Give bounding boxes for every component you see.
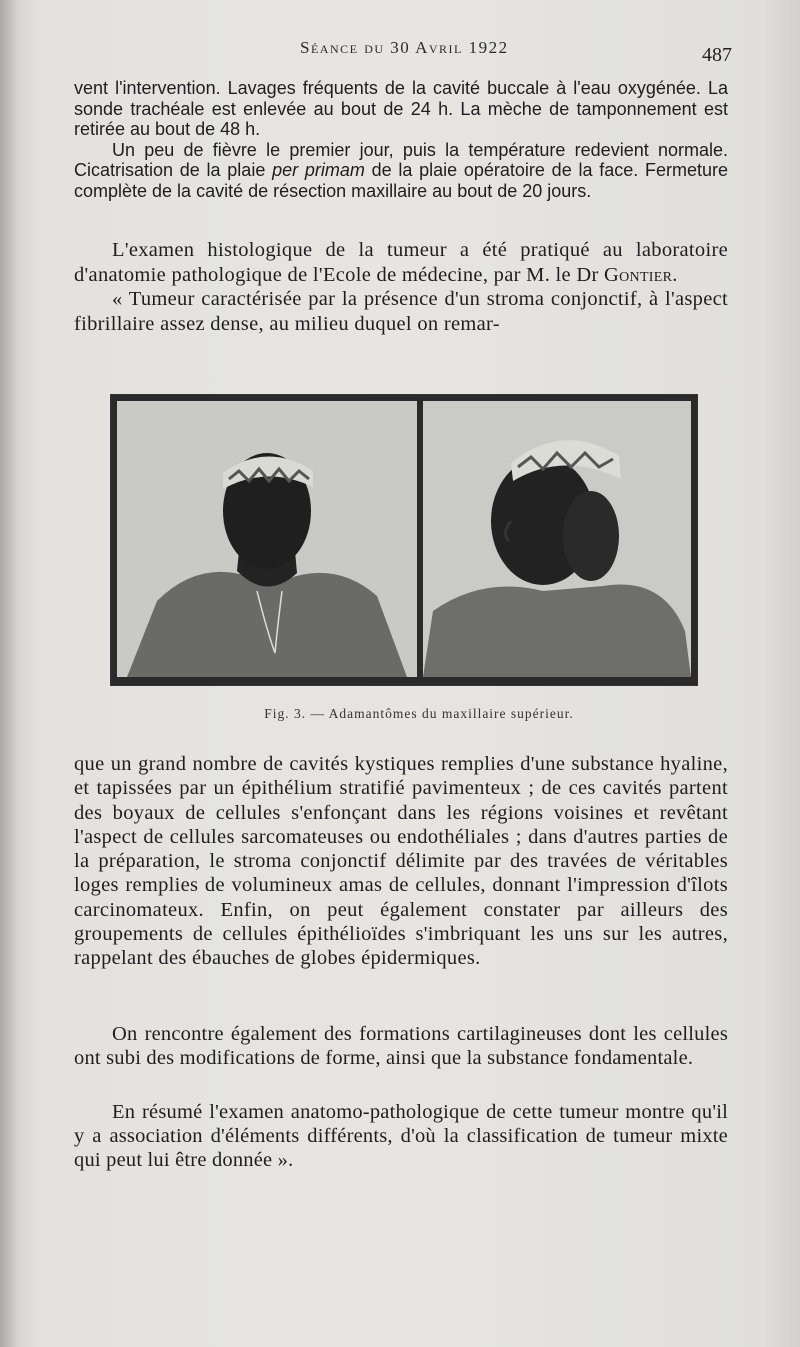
figure-caption <box>0 706 800 722</box>
author-name: Gontier <box>604 263 673 286</box>
text-run: de la plaie opératoire de la face. Fermeture complète de la cavité de résection maxillaire au bout de 20 jours. <box>74 160 728 201</box>
paragraph <box>74 140 728 202</box>
text-block-top <box>74 78 728 201</box>
photo-profile-view <box>423 401 691 677</box>
italic-text: per primam <box>272 160 365 180</box>
text-run: Un peu de fièvre le premier jour, puis la température redevient normale. Cicatrisation de la plaie <box>74 139 728 180</box>
paragraph: que un grand nombre de cavités kystiques remplies d'une substance hyaline, et tapissées par un épithélium stratifié pavimenteux ; de ces cavités partent des boyaux de cellules s'enfonçant dans les régions voisines et revêtant l'aspect de cellules sarcomateuses ou endothéliales ; dans d'autres parties de la préparation, le stroma conjonctif délimite par des travées de véritables loges remplies de volumineux amas de cellules, donnant l'impression d'îlots carcinomateux. Enfin, on peut également constater par ailleurs des groupements de cellules épithélioïdes s'imbriquant les uns sur les autres, rappelant des ébauches de globes épidermiques. <box>74 753 728 970</box>
paragraph: vent l'intervention. Lavages fréquents de la cavité buccale à l'eau oxygénée. La sonde trachéale est enlevée au bout de 24 h. La mèche de tamponnement est retirée au bout de 48 h. <box>74 78 728 139</box>
page-number: 487 <box>702 44 732 66</box>
text-block-histology <box>74 238 728 336</box>
text-run: . <box>672 263 678 286</box>
photo-front-view <box>117 401 417 677</box>
paragraph: « Tumeur caractérisée par la présence d'un stroma conjonctif, à l'aspect fibrillaire assez dense, au milieu duquel on remar- <box>74 288 728 335</box>
figure-photographs <box>110 394 698 686</box>
caption-text: Fig. 3. — Adamantômes du maxillaire supérieur. <box>264 706 574 721</box>
text-block-cartilage <box>74 1022 728 1070</box>
running-head <box>0 38 800 68</box>
paragraph <box>74 238 728 287</box>
running-head-title: Séance du 30 Avril 1922 <box>300 38 509 57</box>
text-run: L'examen histologique de la tumeur a été pratiqué au laboratoire d'anatomie pathologique de l'Ecole de médecine, par M. le Dr <box>74 239 728 286</box>
text-block-description <box>74 752 728 971</box>
text-block-summary <box>74 1100 728 1172</box>
paragraph: En résumé l'examen anatomo-pathologique de cette tumeur montre qu'il y a association d'éléments différents, d'où la classification de tumeur mixte qui peut lui être donnée ». <box>74 1101 728 1171</box>
paragraph: On rencontre également des formations cartilagineuses dont les cellules ont subi des modifications de forme, ainsi que la substance fondamentale. <box>74 1023 728 1069</box>
